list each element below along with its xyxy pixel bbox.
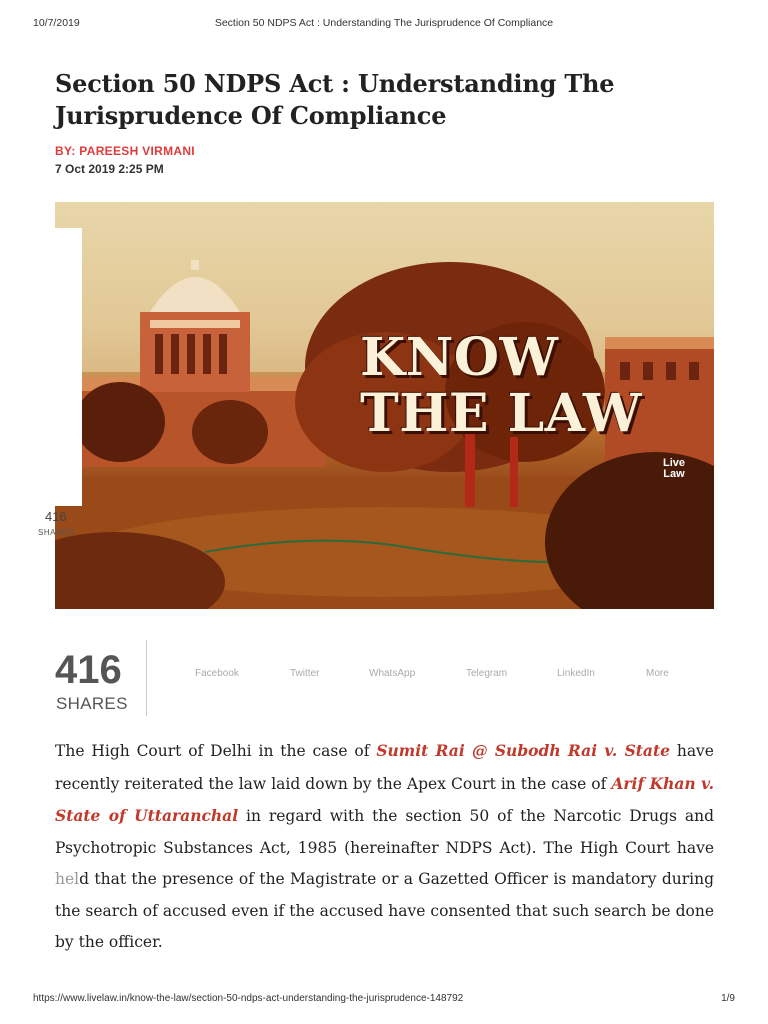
livelaw-logo [663,458,685,480]
floating-share-label: SHARES [38,528,74,537]
paragraph-text-2: have recently reiterated the law laid down by the Apex Court in the case of [55,742,714,793]
share-facebook-link[interactable]: Facebook [195,668,239,679]
share-label: SHARES [56,694,128,713]
share-more-link[interactable]: More [646,668,669,679]
print-title: Section 50 NDPS Act : Understanding The Jurisprudence Of Compliance [214,17,554,29]
floating-share-panel [55,228,82,506]
share-telegram-link[interactable]: Telegram [466,668,508,679]
article-paragraph [55,735,714,959]
know-the-law-headline [360,327,642,444]
hero-image [55,202,714,609]
logo-line-2: Law [663,468,685,480]
logo-line-1: Live [663,457,686,469]
share-twitter-link[interactable]: Twitter [290,668,320,679]
floating-share-count: 416 [45,509,67,524]
author-byline[interactable]: BY: PAREESH VIRMANI [55,144,195,158]
headline-line-2: THE LAW [360,383,642,444]
print-url: https://www.livelaw.in/know-the-law/section-50-ndps-act-understanding-the-jurisprudence-148792 [33,993,464,1004]
share-whatsapp-link[interactable]: WhatsApp [369,668,416,679]
share-linkedin-link[interactable]: LinkedIn [557,668,595,679]
paragraph-text-faded: hel [55,870,80,888]
paragraph-text-4: d that the presence of the Magistrate or a Gazetted Officer is mandatory during the search of accused even if the accused have consented that such search be done by the officer. [55,870,714,951]
print-header [0,17,768,31]
article-title: Section 50 NDPS Act : Understanding The Jurisprudence Of Compliance [55,69,615,130]
paragraph-text-3: in regard with the section 50 of the Narcotic Drugs and Psychotropic Substances Act, 1985 (hereinafter NDPS Act). The High Court have [55,807,715,857]
share-count: 416 [55,648,122,692]
headline-line-1: KNOW [360,327,559,388]
paragraph-text-1: The High Court of Delhi in the case of [55,742,377,760]
page-number: 1/9 [721,993,735,1004]
share-divider [146,640,147,716]
case-link-sumit-rai[interactable]: Sumit Rai @ Subodh Rai v. State [376,741,670,760]
print-date: 10/7/2019 [33,17,80,29]
case-link-arif-khan[interactable]: Arif Khan v. State of Uttaranchal [55,773,714,825]
publish-date: 7 Oct 2019 2:25 PM [55,162,164,176]
